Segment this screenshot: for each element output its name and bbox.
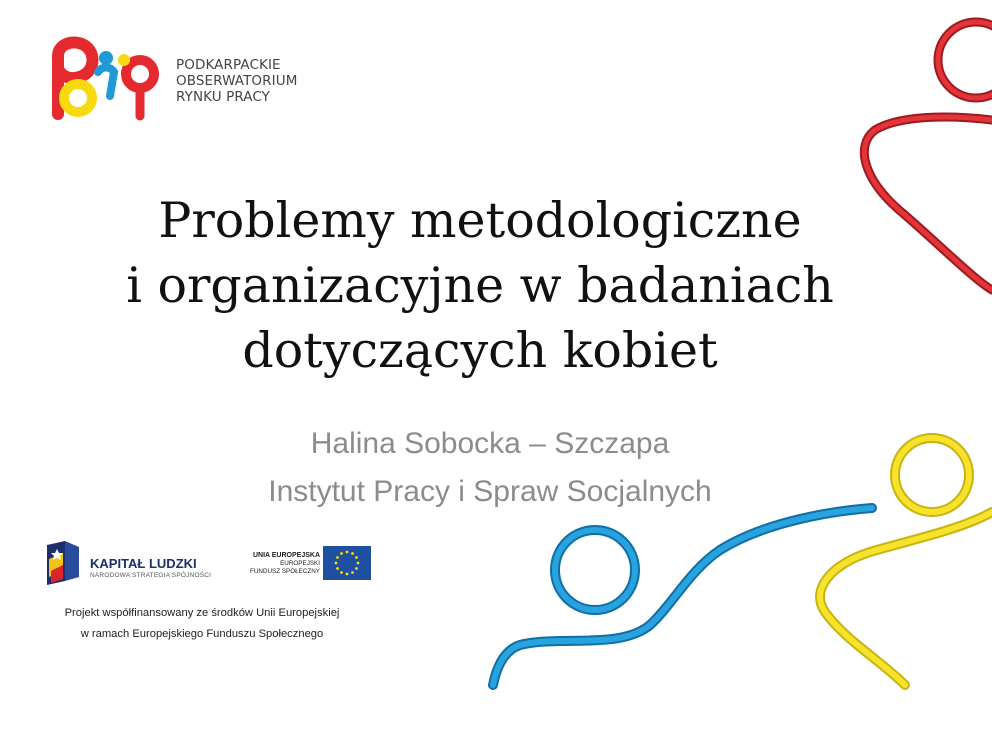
eu-text bbox=[228, 552, 320, 576]
eu-line-2: EUROPEJSKI bbox=[280, 560, 320, 567]
slide-subtitle bbox=[160, 420, 820, 516]
eu-line-3: FUNDUSZ SPOŁECZNY bbox=[250, 568, 320, 575]
title-line-1: Problemy metodologiczne bbox=[158, 192, 802, 249]
logo-text bbox=[176, 57, 297, 105]
institution-name: Instytut Pracy i Spraw Socjalnych bbox=[268, 475, 712, 508]
title-line-2: i organizacyjne w badaniach bbox=[126, 257, 834, 314]
logo-line-1: PODKARPACKIE bbox=[176, 57, 281, 73]
kapital-ludzki-icon bbox=[43, 541, 83, 585]
slide-title bbox=[90, 188, 870, 383]
eu-flag-icon bbox=[323, 546, 371, 580]
project-funding-text bbox=[30, 603, 374, 645]
logo-line-2: OBSERWATORIUM bbox=[176, 73, 298, 89]
project-line-2: w ramach Europejskiego Funduszu Społecznego bbox=[80, 628, 324, 640]
title-line-3: dotyczących kobiet bbox=[242, 322, 718, 379]
porp-logo-icon bbox=[40, 36, 170, 122]
eu-line-1: UNIA EUROPEJSKA bbox=[252, 552, 320, 559]
kapital-ludzki-subtitle: NARODOWA STRATEGIA SPÓJNOŚCI bbox=[90, 572, 212, 579]
kapital-ludzki-title: KAPITAŁ LUDZKI bbox=[90, 556, 197, 571]
project-line-1: Projekt współfinansowany ze środków Unii Europejskiej bbox=[64, 607, 340, 619]
author-name: Halina Sobocka – Szczapa bbox=[310, 427, 670, 460]
logo-line-3: RYNKU PRACY bbox=[176, 89, 271, 105]
